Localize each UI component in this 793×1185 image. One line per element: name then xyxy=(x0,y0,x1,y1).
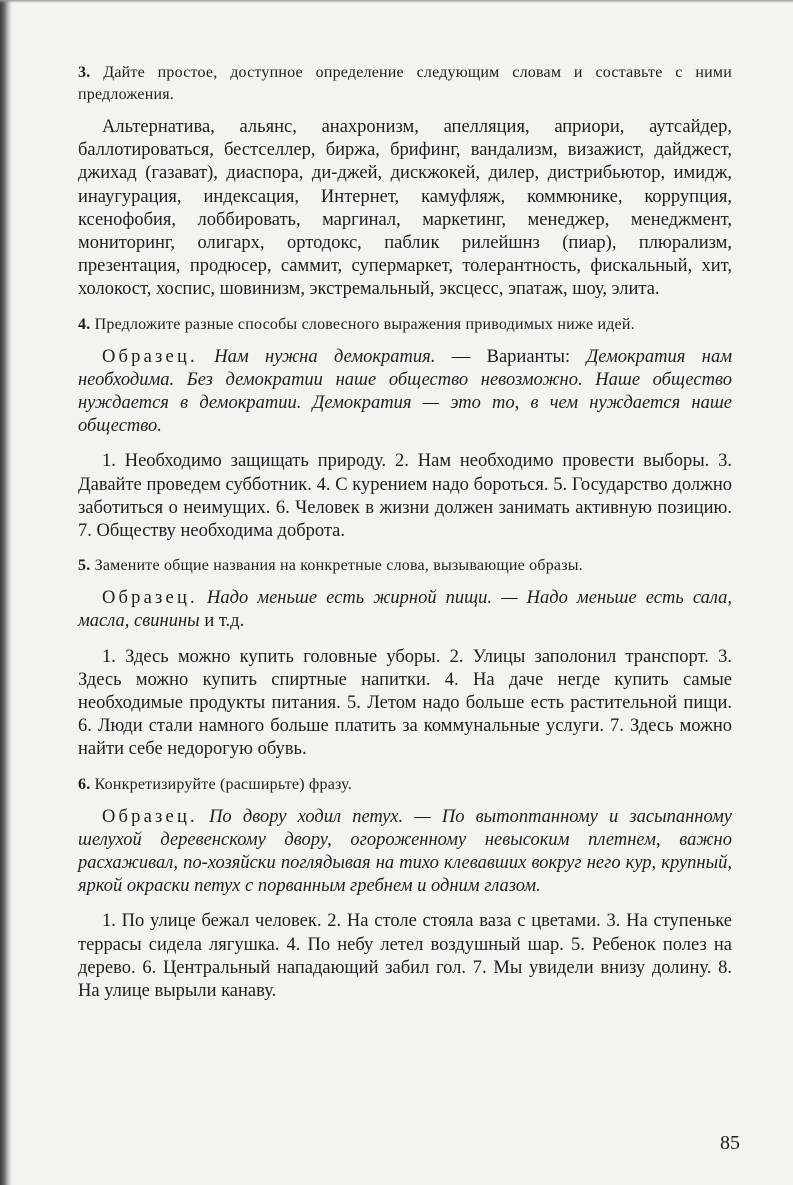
task-3-instruction xyxy=(78,62,732,106)
binding-shadow xyxy=(0,0,12,1185)
task-5-sample-tail: и т.д. xyxy=(199,611,245,632)
task-5-sample-label: Образец. xyxy=(102,588,198,609)
task-4-text: Предложите разные способы словесного выражения приводимых ниже идей. xyxy=(94,315,635,333)
task-4-number: 4. xyxy=(78,315,91,333)
page-number: 85 xyxy=(720,1132,740,1154)
page-content xyxy=(78,62,732,1015)
task-3-number: 3. xyxy=(78,64,91,81)
page-top-edge xyxy=(0,0,793,3)
task-4-sample-label: Образец. xyxy=(102,346,198,367)
task-5-text: Замените общие названия на конкретные слова, вызывающие образы. xyxy=(94,557,583,575)
task-3-word-list: Альтернатива, альянс, анахронизм, апелляция, априори, аутсайдер, баллотироваться, бестселлер, биржа, брифинг, вандализм, визажист, дайджест, джихад (газават), диаспора, ди-джей, дискжокей, дилер, дистрибьютор, имидж, инаугурация, индексация, Интернет, камуфляж, коммюнике, коррупция, ксенофобия, лоббировать, маргинал, маркетинг, менеджер, менеджмент, мониторинг, олигарх, ортодокс, паблик рилейшнз (пиар), плюрализм, презентация, продюсер, саммит, супермаркет, толерантность, фискальный, хит, холокост, хоспис, шовинизм, экстремальный, эксцесс, эпатаж, шоу, элита. xyxy=(78,117,732,300)
task-5-sample-phrase: Надо меньше есть жирной пищи. — Надо меньше есть сала, масла, свинины xyxy=(78,588,733,632)
task-6-exercise: 1. По улице бежал человек. 2. На столе стояла ваза с цветами. 3. На ступеньке террасы сидела лягушка. 4. По небу летел воздушный шар. 5. Ребенок полез на дерево. 6. Центральный нападающий забил гол. 7. Мы увидели внизу долину. 8. На улице вырыли канаву. xyxy=(78,911,732,1002)
task-4-sample-phrase: Нам нужна демократия. xyxy=(214,346,436,367)
task-4-sample-connector: — Варианты: xyxy=(435,346,587,367)
task-5-number: 5. xyxy=(78,557,91,575)
task-5-instruction xyxy=(78,555,732,577)
task-6-sample-phrase: По двору ходил петух. — По вытоптанному и засыпанному шелухой деревенскому двору, огороженному невысоким плетнем, важно расхаживал, по-хозяйски поглядывая на тихо клевавших вокруг него кур, крупный, яркой окраски петух с порванным гребнем и одним глазом. xyxy=(78,806,733,897)
task-5-sample xyxy=(78,587,732,633)
task-5-exercise: 1. Здесь можно купить головные уборы. 2. Улицы заполонил транспорт. 3. Здесь можно купить спиртные напитки. 4. На даче негде купить самые необходимые продукты питания. 5. Летом надо больше есть растительной пищи. 6. Люди стали намного больше платить за коммунальные услуги. 7. Здесь можно найти себе недорогую обувь. xyxy=(78,646,732,760)
task-4-instruction xyxy=(78,314,732,336)
task-6-sample xyxy=(78,806,732,899)
task-6-text: Конкретизируйте (расширьте) фразу. xyxy=(94,775,352,793)
task-6-sample-label: Образец. xyxy=(102,806,198,827)
task-4-exercise: 1. Необходимо защищать природу. 2. Нам необходимо провести выборы. 3. Давайте проведем субботник. 4. С курением надо бороться. 5. Государство должно заботиться о неимущих. 6. Человек в жизни должен занимать активную позицию. 7. Обществу необходима доброта. xyxy=(78,451,732,542)
task-6-number: 6. xyxy=(78,775,91,793)
task-4-sample xyxy=(78,346,732,439)
task-6-instruction xyxy=(78,774,732,796)
task-3-text: Дайте простое, доступное определение следующим словам и составьте с ними предложения. xyxy=(78,64,732,103)
task-4-sample-variants: Демократия нам необходима. Без демократии наше общество невозможно. Наше общество нуждается в демократии. Демократия — это то, в чем нуждается наше общество. xyxy=(78,346,732,437)
